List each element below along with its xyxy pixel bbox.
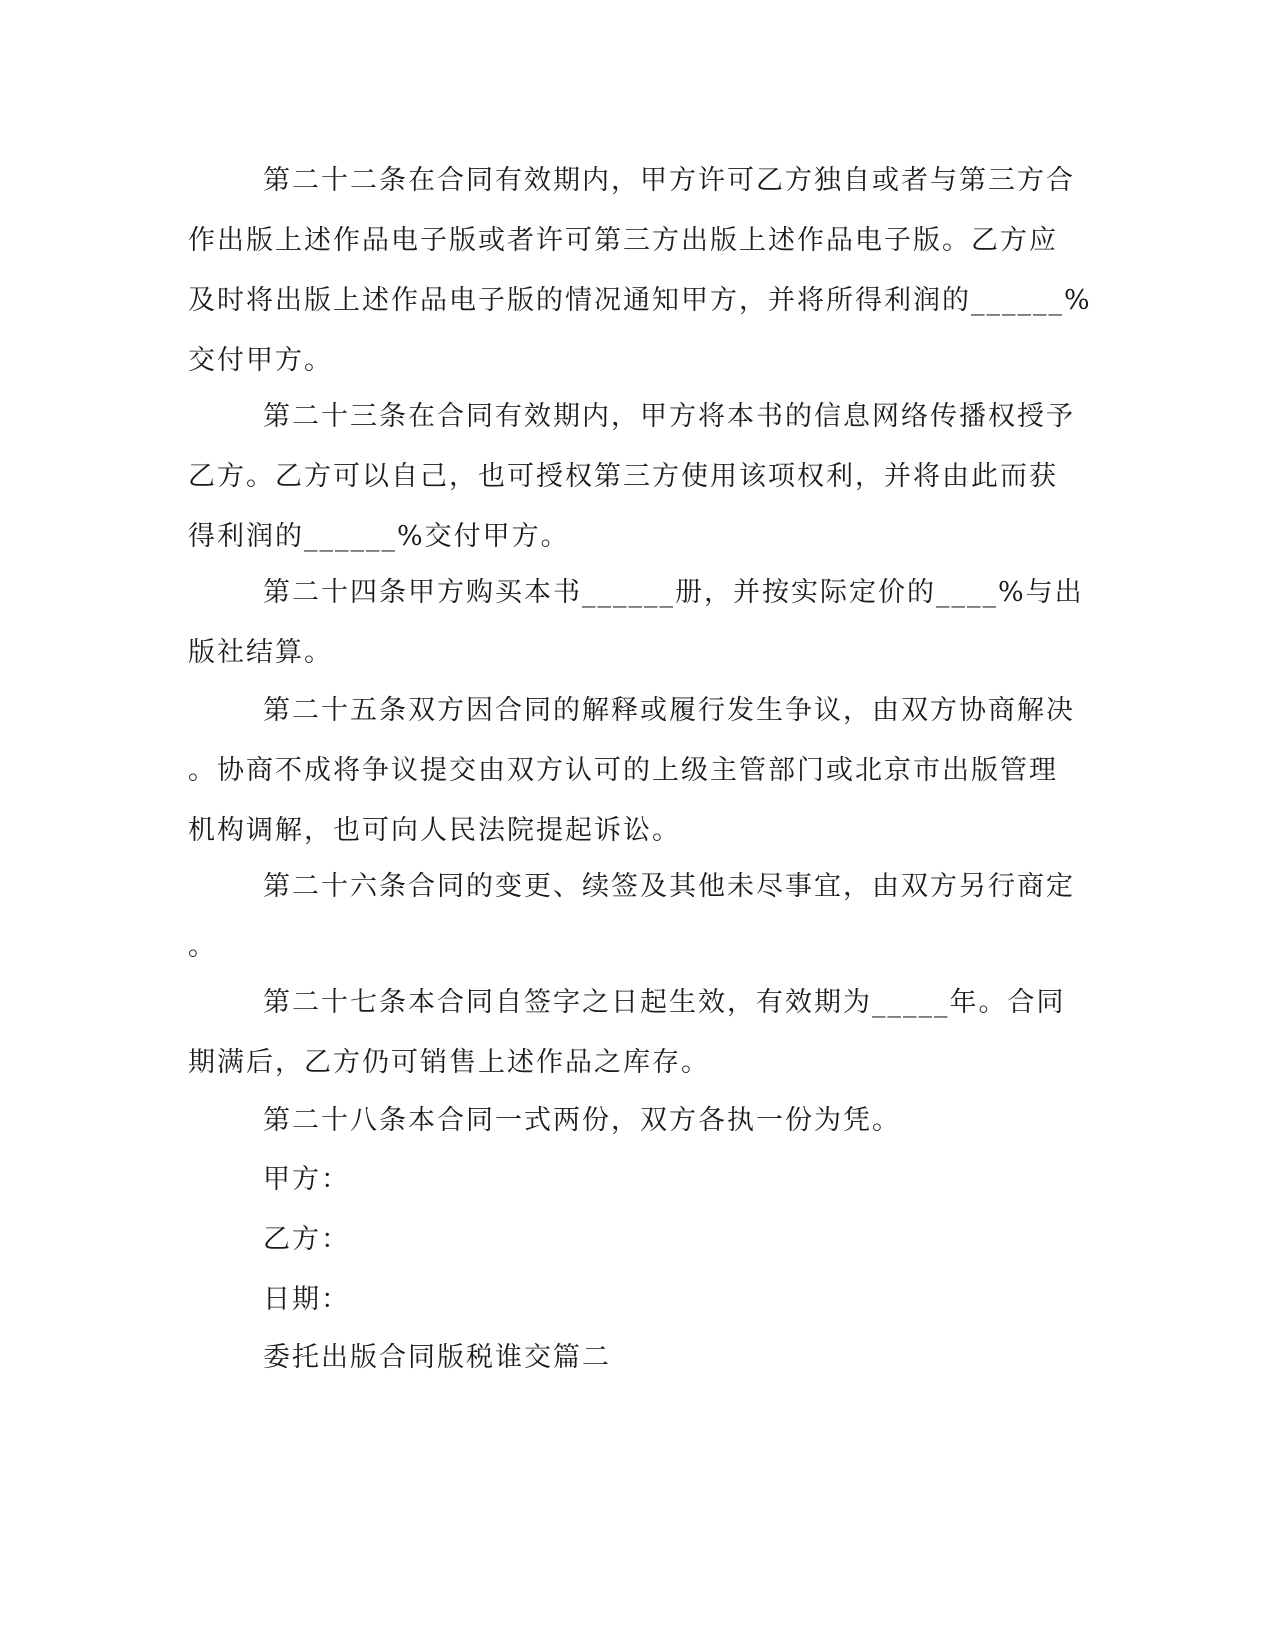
next-section-title: 委托出版合同版税谁交篇二 (263, 1342, 611, 1373)
party-a-label: 甲方： (263, 1164, 350, 1195)
article-27-line-2: 期满后，乙方仍可销售上述作品之库存。 (188, 1047, 710, 1078)
article-22-line-1: 第二十二条在合同有效期内，甲方许可乙方独自或者与第三方合 (263, 165, 1075, 196)
article-25-line-1: 第二十五条双方因合同的解释或履行发生争议，由双方协商解决 (263, 695, 1075, 726)
signature-block (188, 1150, 1088, 1330)
article-23-line-3: 得利润的______%交付甲方。 (188, 521, 570, 552)
next-section (188, 1328, 1088, 1388)
article-26-line-2: 。 (188, 931, 217, 962)
article-26 (188, 857, 1088, 977)
article-25-line-2: 。协商不成将争议提交由双方认可的上级主管部门或北京市出版管理 (188, 755, 1058, 786)
date-label: 日期： (263, 1284, 350, 1315)
article-22-line-4: 交付甲方。 (188, 345, 333, 376)
article-24-line-2: 版社结算。 (188, 637, 333, 668)
article-27 (188, 973, 1088, 1093)
article-25 (188, 681, 1088, 861)
article-22-line-2: 作出版上述作品电子版或者许可第三方出版上述作品电子版。乙方应 (188, 225, 1058, 256)
article-22 (188, 151, 1092, 391)
article-22-line-3: 及时将出版上述作品电子版的情况通知甲方，并将所得利润的______% (188, 285, 1092, 316)
article-24-line-1: 第二十四条甲方购买本书______册，并按实际定价的____%与出 (263, 577, 1084, 608)
article-28 (188, 1091, 1088, 1151)
article-26-line-1: 第二十六条合同的变更、续签及其他未尽事宜，由双方另行商定 (263, 871, 1075, 902)
article-25-line-3: 机构调解，也可向人民法院提起诉讼。 (188, 815, 681, 846)
article-27-line-1: 第二十七条本合同自签字之日起生效，有效期为_____年。合同 (263, 987, 1066, 1018)
article-28-line-1: 第二十八条本合同一式两份，双方各执一份为凭。 (263, 1105, 901, 1136)
article-24 (188, 563, 1088, 683)
article-23-line-1: 第二十三条在合同有效期内，甲方将本书的信息网络传播权授予 (263, 401, 1075, 432)
article-23 (188, 387, 1088, 567)
party-b-label: 乙方： (263, 1224, 350, 1255)
article-23-line-2: 乙方。乙方可以自己，也可授权第三方使用该项权利，并将由此而获 (188, 461, 1058, 492)
